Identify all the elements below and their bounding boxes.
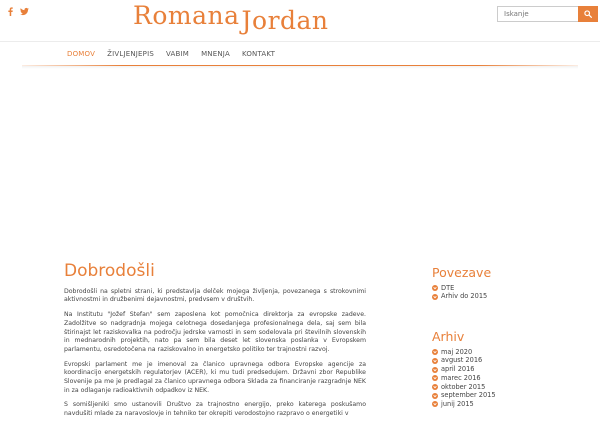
body-paragraph: Na Institutu "Jožef Stefan" sem zaposlena kot pomočnica direktorja za evropske zadeve. Zadolžitve so nadgradnja mojega celotnega dosedanjega profesionalnega dela, saj sem bila štirinajst let raziskovalka na področju jedrske varnosti in sem sodelovala pri številnih slovenskih in mednarodnih projektih, nato pa sem bila deset let slovenska poslanka v Evropskem parlamentu, osredotočena na raziskovalno in energetsko politiko ter trajnostni razvoj. (64, 311, 366, 353)
archive-link[interactable]: oktober 2015 (441, 382, 486, 391)
chevron-down-icon (432, 349, 438, 355)
archive-link[interactable]: marec 2016 (441, 373, 481, 382)
main-nav (67, 50, 275, 58)
nav-item-zivljenjepis[interactable]: ŽIVLJENJEPIS (107, 50, 155, 58)
nav-item-mnenja[interactable]: MNENJA (201, 50, 230, 58)
chevron-down-icon (432, 285, 438, 291)
nav-shadow (22, 66, 578, 69)
chevron-down-icon (432, 401, 438, 407)
sidebar-archive-widget (432, 330, 542, 409)
main-content (64, 262, 366, 425)
sidebar-link-item (432, 292, 542, 301)
archive-item (432, 400, 542, 409)
search-form (497, 6, 598, 22)
sidebar-link-archive-2015[interactable]: Arhiv do 2015 (441, 292, 488, 301)
archive-link[interactable]: junij 2015 (441, 399, 474, 408)
chevron-down-icon (432, 367, 438, 373)
page-title: Dobrodošli (64, 261, 155, 281)
chevron-down-icon (432, 294, 438, 300)
sidebar-archive-title: Arhiv (432, 329, 465, 344)
search-button[interactable] (578, 6, 598, 22)
sidebar-links-title: Povezave (432, 265, 492, 280)
body-paragraph: Evropski parlament me je imenoval za članico upravnega odbora Evropske agencije za koordinacijo energetskih regulatorjev (ACER), ki mu tudi predsedujem. Državni zbor Republike Slovenije pa me je predlagal za članico upravnega odbora Sklada za financiranje razgradnje NEK in za odlaganje radioaktivnih odpadkov iz NEK. (64, 360, 366, 394)
body-paragraph: S somišljeniki smo ustanovili Društvo za trajnostno energijo, preko katerega poskušamo navdušiti mlade za naravoslovje in tehniko ter okrepiti verodostojno razpravo o energetiki v (64, 401, 366, 418)
archive-item (432, 383, 542, 392)
archive-item (432, 391, 542, 400)
archive-link[interactable]: april 2016 (441, 365, 475, 374)
archive-link[interactable]: september 2015 (441, 391, 496, 400)
sidebar-link-item (432, 284, 542, 293)
archive-link[interactable]: avgust 2016 (441, 356, 483, 365)
nav-top-divider (0, 41, 600, 42)
logo-first-name: Romana (133, 1, 240, 30)
social-links (6, 7, 29, 16)
search-icon (584, 10, 592, 18)
search-input[interactable] (497, 6, 578, 22)
sidebar-links-widget (432, 266, 542, 301)
facebook-icon[interactable] (6, 7, 15, 16)
archive-item (432, 365, 542, 374)
chevron-down-icon (432, 358, 438, 364)
archive-item (432, 374, 542, 383)
nav-item-domov[interactable]: DOMOV (67, 50, 96, 58)
sidebar-link-dte[interactable]: DTE (441, 283, 455, 292)
archive-item (432, 348, 542, 357)
chevron-down-icon (432, 393, 438, 399)
logo-last-name: Jordan (241, 6, 329, 35)
site-logo[interactable] (133, 1, 329, 35)
nav-item-vabim[interactable]: VABIM (166, 50, 190, 58)
intro-paragraph: Dobrodošli na spletni strani, ki predstavlja delček mojega življenja, povezanega s strokovnimi aktivnostmi in družbenimi dejavnostmi, predvsem v društvih. (64, 287, 366, 304)
chevron-down-icon (432, 375, 438, 381)
nav-item-kontakt[interactable]: KONTAKT (241, 50, 276, 58)
archive-item (432, 356, 542, 365)
twitter-icon[interactable] (20, 7, 29, 16)
archive-link[interactable]: maj 2020 (441, 347, 473, 356)
chevron-down-icon (432, 384, 438, 390)
